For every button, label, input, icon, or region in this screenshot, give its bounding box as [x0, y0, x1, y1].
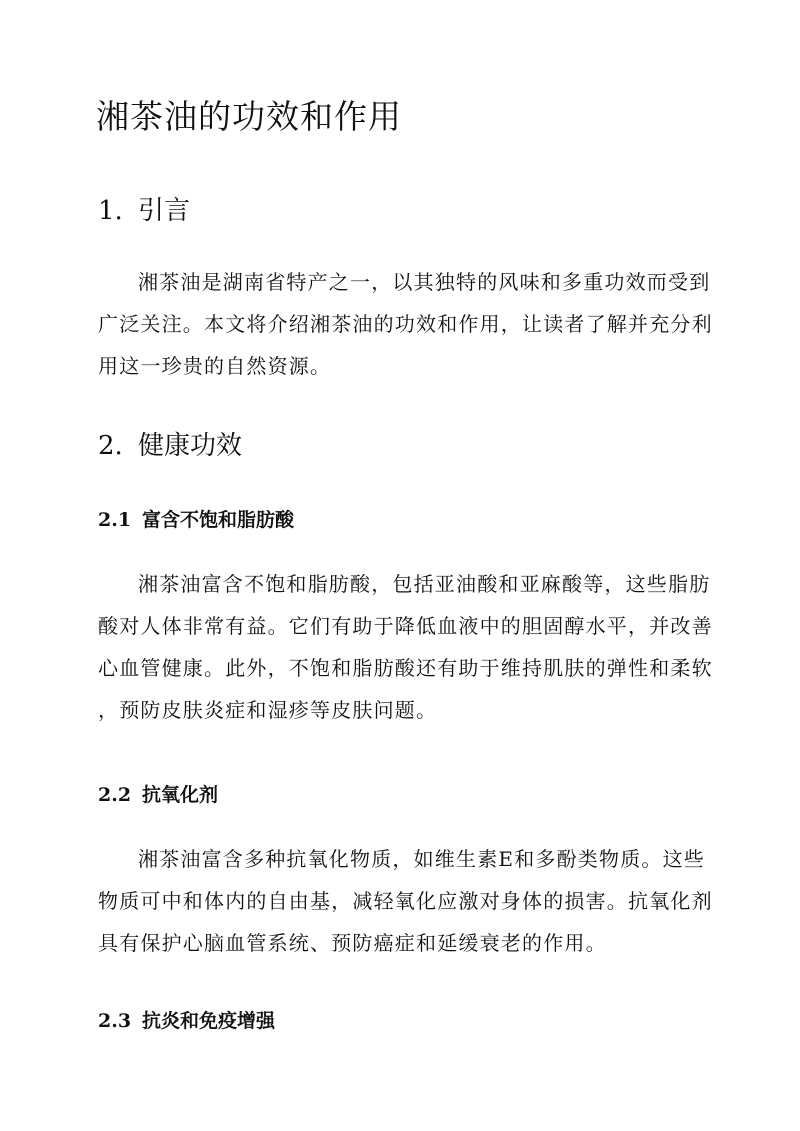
paragraph-line: 湘茶油是湖南省特产之一，以其独特的风味和多重功效而受到	[138, 270, 711, 294]
paragraph-line: 广泛关注。本文将介绍湘茶油的功效和作用，让读者了解并充分利	[98, 312, 713, 336]
antioxidants-paragraph	[98, 838, 713, 964]
paragraph-line: 具有保护心脑血管系统、预防癌症和延缓衰老的作用。	[98, 931, 607, 955]
document-title: 湘茶油的功效和作用	[96, 97, 402, 136]
paragraph-line: 湘茶油富含多种抗氧化物质，如维生素E和多酚类物质。这些	[138, 847, 705, 871]
paragraph-line: 湘茶油富含不饱和脂肪酸，包括亚油酸和亚麻酸等，这些脂肪	[138, 572, 711, 596]
paragraph-line: ，预防皮肤炎症和湿疹等皮肤问题。	[98, 698, 438, 722]
subsection-title: 抗氧化剂	[142, 784, 219, 806]
subsection-heading-anti-inflammatory-immunity	[98, 1008, 275, 1034]
unsaturated-fatty-acids-paragraph	[98, 563, 713, 731]
section-title: 健康功效	[138, 431, 243, 461]
subsection-title: 抗炎和免疫增强	[142, 1010, 276, 1032]
paragraph-line: 用这一珍贵的自然资源。	[98, 354, 332, 378]
section-heading-health-benefits	[98, 429, 242, 463]
paragraph-line: 心血管健康。此外，不饱和脂肪酸还有助于维持肌肤的弹性和柔软	[98, 656, 713, 680]
section-number: 2.	[98, 431, 123, 461]
subsection-heading-antioxidants	[98, 782, 218, 808]
subsection-number: 2.3	[98, 1010, 132, 1032]
section-title: 引言	[138, 196, 191, 226]
section-number: 1.	[98, 196, 123, 226]
paragraph-line: 酸对人体非常有益。它们有助于降低血液中的胆固醇水平，并改善	[98, 614, 713, 638]
paragraph-line: 物质可中和体内的自由基，减轻氧化应激对身体的损害。抗氧化剂	[98, 889, 713, 913]
introduction-paragraph	[98, 261, 713, 387]
subsection-title: 富含不饱和脂肪酸	[142, 509, 295, 531]
subsection-heading-unsaturated-fatty-acids	[98, 507, 294, 533]
subsection-number: 2.1	[98, 509, 132, 531]
section-heading-introduction	[98, 194, 190, 228]
subsection-number: 2.2	[98, 784, 132, 806]
